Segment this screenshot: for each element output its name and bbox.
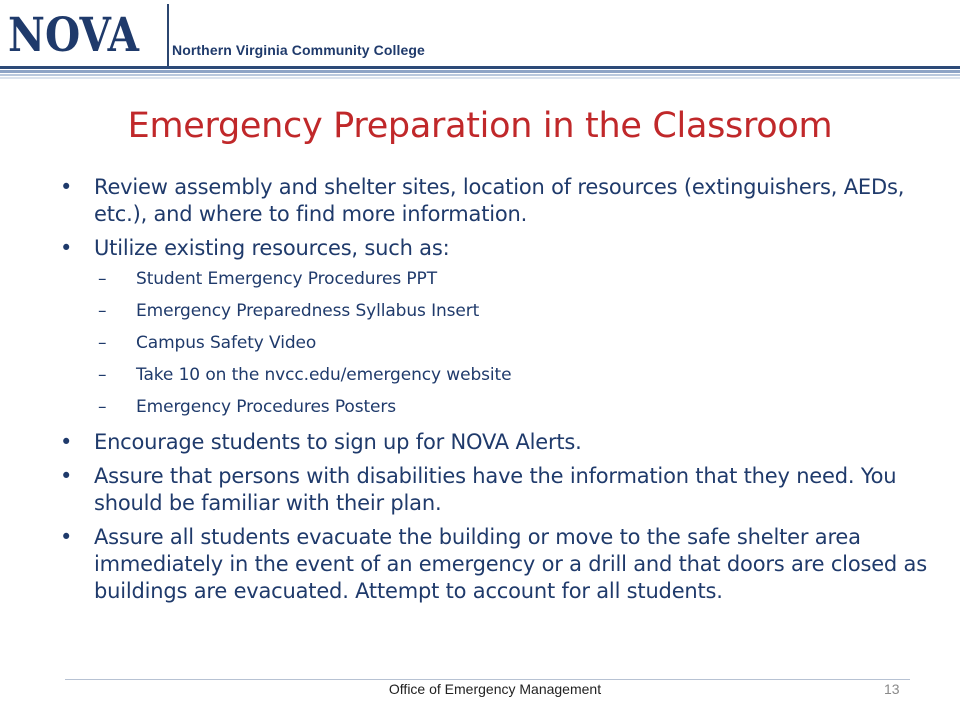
dash-glyph: – [98,365,107,385]
bullet-list [58,174,938,612]
bullet-glyph: • [60,430,73,454]
bullet-item [58,235,938,262]
sub-bullet-text: Take 10 on the nvcc.edu/emergency website [136,365,512,385]
bullet-item [58,463,938,517]
slide-footer [0,679,960,699]
bullet-glyph: • [60,236,73,260]
dash-glyph: – [98,269,107,289]
header-band-stripe [0,70,960,73]
sub-bullet-item [58,333,938,354]
sub-bullet-item [58,269,938,290]
dash-glyph: – [98,333,107,353]
bullet-item [58,429,938,456]
header-band-stripe [0,66,960,69]
nova-logo: NOVA [8,8,140,63]
header-band-stripe [0,74,960,76]
slide-title: Emergency Preparation in the Classroom [127,106,833,146]
footer-divider [65,679,910,680]
dash-glyph: – [98,397,107,417]
bullet-text: Utilize existing resources, such as: [94,236,450,260]
sub-bullet-text: Emergency Preparedness Syllabus Insert [136,301,480,321]
sub-bullet-text: Emergency Procedures Posters [136,397,397,417]
sub-bullet-item [58,397,938,418]
sub-bullet-text: Student Emergency Procedures PPT [136,269,437,289]
college-name: Northern Virginia Community College [172,42,425,58]
slide-header [0,0,960,80]
dash-glyph: – [98,301,107,321]
logo-divider [167,4,169,66]
sub-bullet-item [58,301,938,322]
bullet-text: Assure that persons with disabilities have the information that they need. You should be familiar with their plan. [94,464,897,515]
bullet-glyph: • [60,525,73,549]
bullet-glyph: • [60,175,73,199]
sub-bullet-item [58,365,938,386]
header-band [0,66,960,80]
bullet-text: Encourage students to sign up for NOVA Alerts. [94,430,582,454]
sub-bullet-list [58,269,938,418]
sub-bullet-text: Campus Safety Video [136,333,317,353]
bullet-item [58,524,938,605]
bullet-item [58,174,938,228]
bullet-text: Assure all students evacuate the building or move to the safe shelter area immediately in the event of an emergency or a drill and that doors are closed as buildings are evacuated. Attempt to account for all students. [94,525,927,603]
bullet-text: Review assembly and shelter sites, location of resources (extinguishers, AEDs, etc.), and where to find more information. [94,175,905,226]
bullet-glyph: • [60,464,73,488]
page-number: 13 [884,681,900,697]
footer-text: Office of Emergency Management [388,681,602,697]
header-band-stripe [0,77,960,79]
